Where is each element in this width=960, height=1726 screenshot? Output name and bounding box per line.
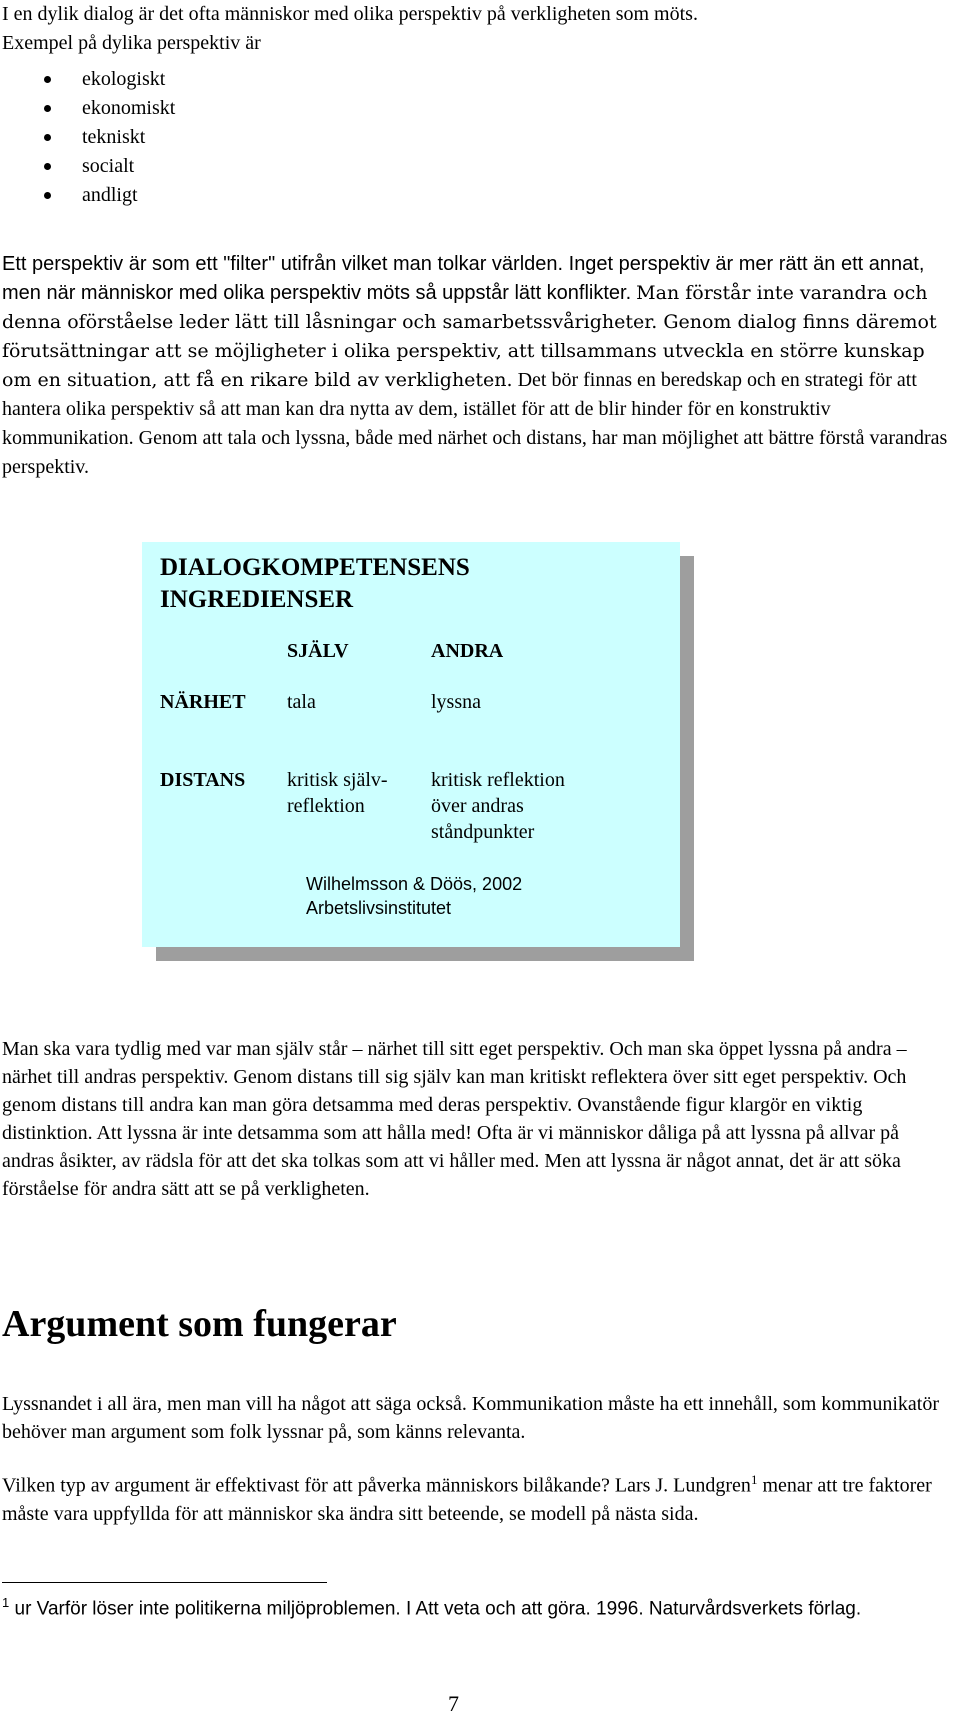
intro-line-1: I en dylik dialog är det ofta människor med olika perspektiv på verkligheten som möts. [2,3,698,25]
distance-self-cell: kritisk själv- reflektion [287,769,388,817]
bullet-icon [44,163,51,170]
figure-title: DIALOGKOMPETENSENS INGREDIENSER [160,554,470,613]
bullet-icon [44,76,51,83]
paragraph-segment: Man förstår inte varandra och denna oförståelse leder lätt till låsningar och samarbetssvårigheter. Genom dialog finns däremot förutsättningar att se möjligheter i olika perspektiv, att tillsammans utveckla en större kunskap om en situation, att få en rikare bild av verkligheten. [2,282,937,391]
footnote-number: 1 [2,1595,10,1610]
section-heading: Argument som fungerar [2,1303,397,1345]
closeness-others-cell: lyssna [431,691,481,713]
bullet-icon [44,134,51,141]
behavior-paragraph: Vilken typ av argument är effektivast för att påverka människors bilåkande? Lars J. Lundgren$^1$ menar att tre faktorer måste vara uppfyllda för att människor ska ändra sitt beteende, se modell på nästa sida. [2,1472,932,1525]
list-item: andligt [44,181,175,210]
row-header-distance: DISTANS [160,769,246,791]
footnote [2,1590,954,1622]
intro-text [2,0,952,58]
footnote-text: ur Varför löser inte politikerna miljöproblemen. I Att veta och att göra. 1996. Naturvårdsverkets förlag. [9,1598,862,1620]
list-item: ekonomiskt [44,94,175,123]
argument-paragraph: Lyssnandet i all ära, men man vill ha något att säga också. Kommunikation måste ha ett innehåll, som kommunikatör behöver man argument som folk lyssnar på, som känns relevanta. [2,1393,940,1443]
intro-line-2: Exempel på dylika perspektiv är [2,32,261,54]
figure-credit: Wilhelmsson & Döös, 2002 Arbetslivsinstitutet [306,874,523,918]
list-item: socialt [44,152,175,181]
paragraph-segment: Ett perspektiv är som ett "filter" utifrån vilket man tolkar världen. Inget perspektiv är mer rätt än ett annat, men när människor med olika perspektiv möts så uppstår lätt konflikter. [2,253,925,304]
column-header-self: SJÄLV [287,640,349,662]
listening-paragraph: Man ska vara tydlig med var man själv står – närhet till sitt eget perspektiv. Och man ska öppet lyssna på andra – närhet till andras perspektiv. Genom distans till sig själv kan man kritiskt reflektera över sitt eget perspektiv. Och genom distans till andra kan man göra detsamma med deras perspektiv. Ovanstående figur klargör en viktig distinktion. Att lyssna är inte detsamma som att hålla med! Ofta är vi människor dåliga på att lyssna på allvar på andras åsikter, av rädsla för att det ska tolkas som att vi håller med. Men att lyssna är något annat, det är att söka förståelse för andra sätt att se på verkligheten. [2,1038,907,1200]
list-item: ekologiskt [44,65,175,94]
closeness-self-cell: tala [287,691,316,713]
row-header-closeness: NÄRHET [160,691,246,713]
footnote-reference[interactable]: 1 [750,1472,758,1487]
footnote-divider [2,1582,327,1583]
list-item: tekniskt [44,123,175,152]
paragraph-segment: Det bör finnas en beredskap och en strategi för att hantera olika perspektiv så att man kan dra nytta av dem, istället för att de blir hinder för en konstruktiv kommunikation. Genom att tala och lyssna, både med närhet och distans, har man möjlighet att bättre förstå varandras perspektiv. [2,369,948,478]
distance-others-cell: kritisk reflektion över andras ståndpunkter [431,769,565,843]
bullet-icon [44,192,51,199]
perspective-list [44,65,175,210]
perspective-paragraph [2,250,954,482]
dialog-competence-figure [142,542,680,947]
column-header-others: ANDRA [431,640,504,662]
page-number: 7 [448,1691,459,1716]
bullet-icon [44,105,51,112]
